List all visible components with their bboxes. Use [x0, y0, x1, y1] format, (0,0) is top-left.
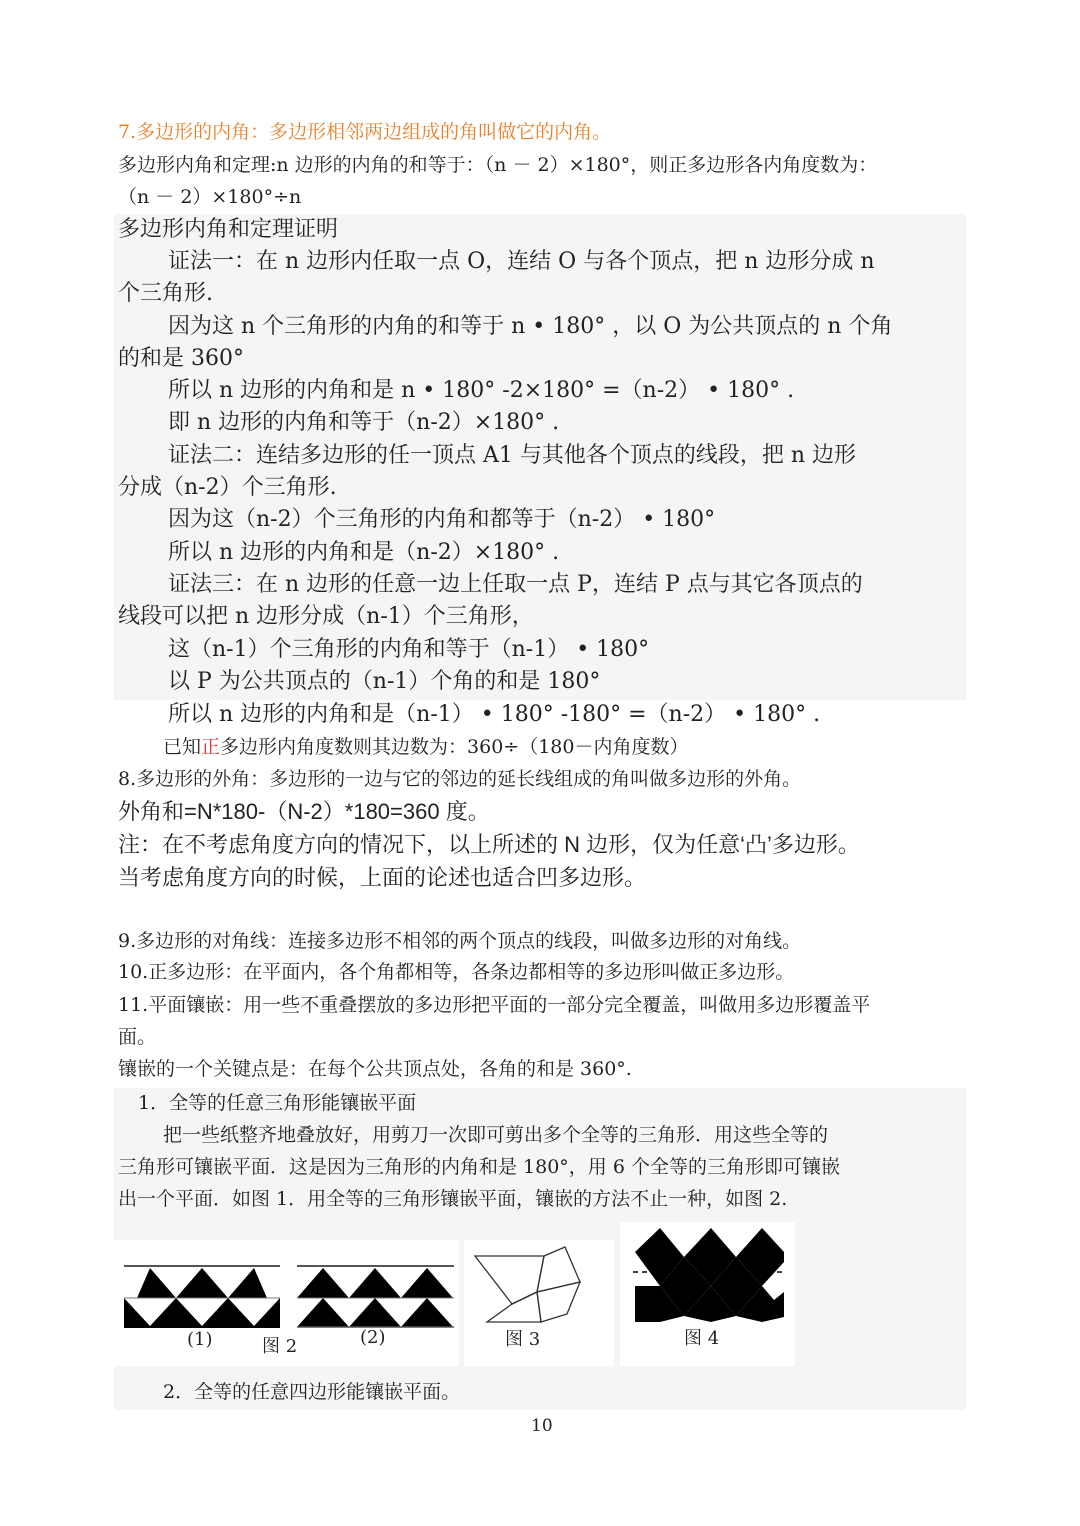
section11-line-2: 面。: [118, 1026, 157, 1048]
figure-2-caption: 图 2: [262, 1336, 298, 1357]
proof-line: 线段可以把 n 边形分成（n-1）个三角形，: [118, 604, 534, 629]
proof-line: 即 n 边形的内角和等于（n-2）×180° .: [168, 410, 560, 435]
figure-2-1-triangles: [124, 1266, 280, 1328]
figure-3-quadrilaterals: [475, 1247, 580, 1322]
section10: 10.正多边形：在平面内，各个角都相等，各条边都相等的多边形叫做正多边形。: [118, 961, 795, 983]
proof-line: 证法二：连结多边形的任一顶点 A1 与其他各个顶点的线段，把 n 边形: [168, 443, 857, 468]
proof-line: 的和是 360°: [118, 346, 244, 371]
page-number: 10: [531, 1416, 553, 1436]
exterior-angle-formula: 外角和=N*180-（N-2）*180=360 度。: [118, 799, 490, 824]
figure-2-2-label: (2): [360, 1327, 386, 1348]
proof-line: 这（n-1）个三角形的内角和等于（n-1） • 180°: [168, 637, 650, 662]
note-line-2: 当考虑角度方向的时候，上面的论述也适合凹多边形。: [118, 865, 647, 890]
proof-line: 所以 n 边形的内角和是（n-1） • 180° -180° =（n-2） • 180° .: [168, 702, 821, 727]
section9: 9.多边形的对角线：连接多边形不相邻的两个顶点的线段，叫做多边形的对角线。: [118, 930, 802, 952]
proof-heading: 多边形内角和定理证明: [118, 217, 339, 242]
item2-title: 2．全等的任意四边形能镶嵌平面。: [163, 1381, 461, 1403]
theorem-line-1: 多边形内角和定理:n 边形的内角的和等于：（n － 2）×180°，则正多边形各内角度数为：: [118, 154, 878, 176]
theorem-line-2: （n － 2）×180°÷n: [118, 186, 302, 208]
figure-3-caption: 图 3: [505, 1329, 541, 1350]
item1-line: 出一个平面．如图 1．用全等的三角形镶嵌平面，镶嵌的方法不止一种，如图 2.: [118, 1188, 788, 1210]
text: 多边形内角度数则其边数为：360÷（180－内角度数）: [220, 736, 689, 758]
proof-line: 因为这 n 个三角形的内角的和等于 n • 180° ，以 O 为公共顶点的 n 个角: [168, 314, 893, 339]
figure-4-caption: 图 4: [684, 1328, 720, 1349]
item1-line: 把一些纸整齐地叠放好，用剪刀一次即可剪出多个全等的三角形．用这些全等的: [163, 1124, 829, 1146]
tessellation-key: 镶嵌的一个关键点是：在每个公共顶点处，各角的和是 360°.: [118, 1058, 632, 1080]
proof-line: 个三角形.: [118, 281, 213, 306]
section7-title: 7.多边形的内角：多边形相邻两边组成的角叫做它的内角。: [118, 121, 612, 143]
proof-line: 所以 n 边形的内角和是（n-2）×180° .: [168, 540, 560, 565]
text: 已知: [163, 736, 202, 758]
highlight-text: 正: [201, 736, 221, 758]
proof-line: 证法三：在 n 边形的任意一边上任取一点 P，连结 P 点与其它各顶点的: [168, 572, 863, 597]
section8-title: 8.多边形的外角：多边形的一边与它的邻边的延长线组成的角叫做多边形的外角。: [118, 768, 802, 790]
item1-line: 三角形可镶嵌平面．这是因为三角形的内角和是 180°，用 6 个全等的三角形即可镶嵌: [118, 1156, 840, 1178]
note-line-1: 注：在不考虑角度方向的情况下，以上所述的 N 边形，仅为任意‘凸’多边形。: [118, 832, 860, 857]
section11-line-1: 11.平面镶嵌：用一些不重叠摆放的多边形把平面的一部分完全覆盖，叫做用多边形覆盖平: [118, 994, 871, 1016]
figure-2-2-triangles: [297, 1266, 454, 1327]
figure-2-1-label: (1): [187, 1329, 213, 1350]
proof-line: 因为这（n-2）个三角形的内角和都等于（n-2） • 180°: [168, 507, 716, 532]
proof-line: 以 P 为公共顶点的（n-1）个角的和是 180°: [168, 669, 601, 694]
proof-line: 证法一：在 n 边形内任取一点 O，连结 O 与各个顶点，把 n 边形分成 n: [168, 249, 875, 274]
regular-polygon-sides: [163, 738, 688, 757]
proof-line: 所以 n 边形的内角和是 n • 180° -2×180° =（n-2） • 180° .: [168, 378, 795, 403]
item1-title: 1．全等的任意三角形能镶嵌平面: [138, 1092, 417, 1114]
figure-4-diamonds: [633, 1228, 786, 1322]
tessellation-figures: [114, 1222, 814, 1372]
proof-line: 分成（n-2）个三角形.: [118, 475, 337, 500]
